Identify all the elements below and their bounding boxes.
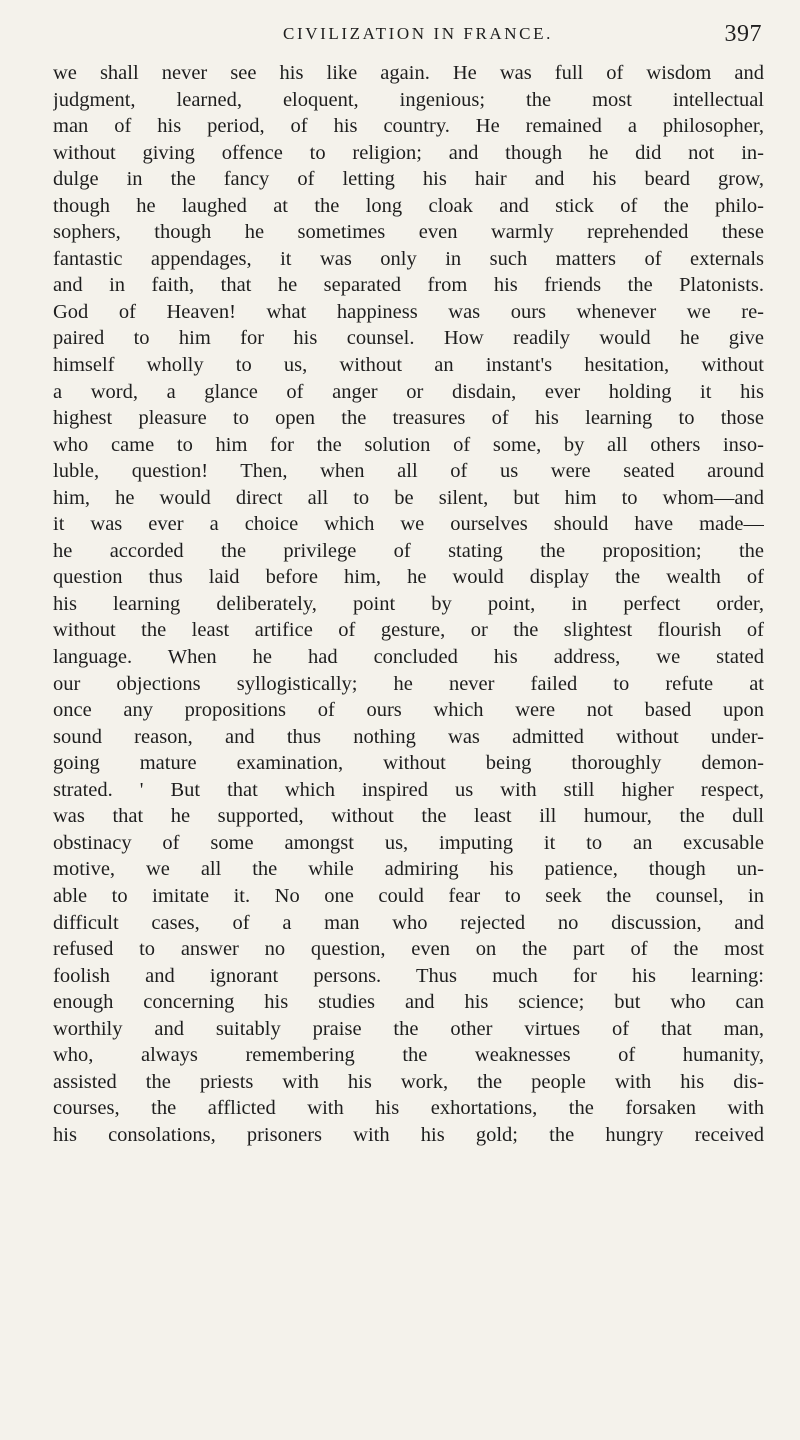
text-line: sophers, though he sometimes even warmly reprehended these xyxy=(53,221,764,244)
text-line: difficult cases, of a man who rejected no discussion, and xyxy=(53,911,764,934)
text-line: once any propositions of ours which were not based upon xyxy=(53,699,764,722)
text-line: he accorded the privilege of stating the proposition; the xyxy=(53,539,764,562)
text-line: we shall never see his like again. He was full of wisdom and xyxy=(53,62,764,84)
text-line: himself wholly to us, without an instant's hesitation, without xyxy=(53,354,764,377)
text-line: his consolations, prisoners with his gold; the hungry received xyxy=(53,1123,764,1146)
running-title: CIVILIZATION IN FRANCE. xyxy=(283,24,553,43)
text-line: fantastic appendages, it was only in such matters of externals xyxy=(53,247,764,270)
text-line: courses, the afflicted with his exhortations, the forsaken with xyxy=(53,1097,764,1120)
text-line: judgment, learned, eloquent, ingenious; the most intellectual xyxy=(53,88,764,111)
text-line: was that he supported, without the least ill humour, the dull xyxy=(53,805,764,828)
text-line: and in faith, that he separated from his friends the Platonists. xyxy=(53,274,764,297)
text-line: obstinacy of some amongst us, imputing it to an excusable xyxy=(53,831,764,854)
text-line: dulge in the fancy of letting his hair and his beard grow, xyxy=(53,168,764,191)
text-line: man of his period, of his country. He remained a philosopher, xyxy=(53,115,764,138)
text-line: refused to answer no question, even on the part of the most xyxy=(53,938,764,961)
text-line: motive, we all the while admiring his patience, though un- xyxy=(53,858,764,881)
text-line: assisted the priests with his work, the people with his dis- xyxy=(53,1070,764,1093)
text-line: it was ever a choice which we ourselves should have made— xyxy=(53,513,764,536)
text-line: question thus laid before him, he would display the wealth of xyxy=(53,566,764,589)
text-line: without giving offence to religion; and though he did not in- xyxy=(53,141,764,164)
running-head xyxy=(74,18,762,50)
text-line: worthily and suitably praise the other virtues of that man, xyxy=(53,1017,764,1040)
text-line: sound reason, and thus nothing was admitted without under- xyxy=(53,725,764,748)
text-line: who, always remembering the weaknesses of humanity, xyxy=(53,1044,764,1067)
text-line: foolish and ignorant persons. Thus much for his learning: xyxy=(53,964,764,987)
text-line: language. When he had concluded his address, we stated xyxy=(53,646,764,669)
text-line: his learning deliberately, point by point, in perfect order, xyxy=(53,592,764,615)
text-line: going mature examination, without being thoroughly demon- xyxy=(53,752,764,775)
text-line: strated. ' But that which inspired us with still higher respect, xyxy=(53,778,764,801)
text-line: God of Heaven! what happiness was ours whenever we re- xyxy=(53,300,764,323)
text-line: without the least artifice of gesture, or the slightest flourish of xyxy=(53,619,764,642)
text-line: highest pleasure to open the treasures of his learning to those xyxy=(53,407,764,430)
text-line: who came to him for the solution of some, by all others inso- xyxy=(53,433,764,456)
body-text xyxy=(53,60,764,1148)
text-line: luble, question! Then, when all of us were seated around xyxy=(53,460,764,483)
text-line: able to imitate it. No one could fear to seek the counsel, in xyxy=(53,884,764,907)
text-line: him, he would direct all to be silent, but him to whom—and xyxy=(53,486,764,509)
text-line: paired to him for his counsel. How readily would he give xyxy=(53,327,764,350)
text-line: though he laughed at the long cloak and stick of the philo- xyxy=(53,194,764,217)
page-number: 397 xyxy=(724,21,762,47)
text-line: enough concerning his studies and his science; but who can xyxy=(53,991,764,1014)
text-line: a word, a glance of anger or disdain, ever holding it his xyxy=(53,380,764,403)
text-line: our objections syllogistically; he never failed to refute at xyxy=(53,672,764,695)
